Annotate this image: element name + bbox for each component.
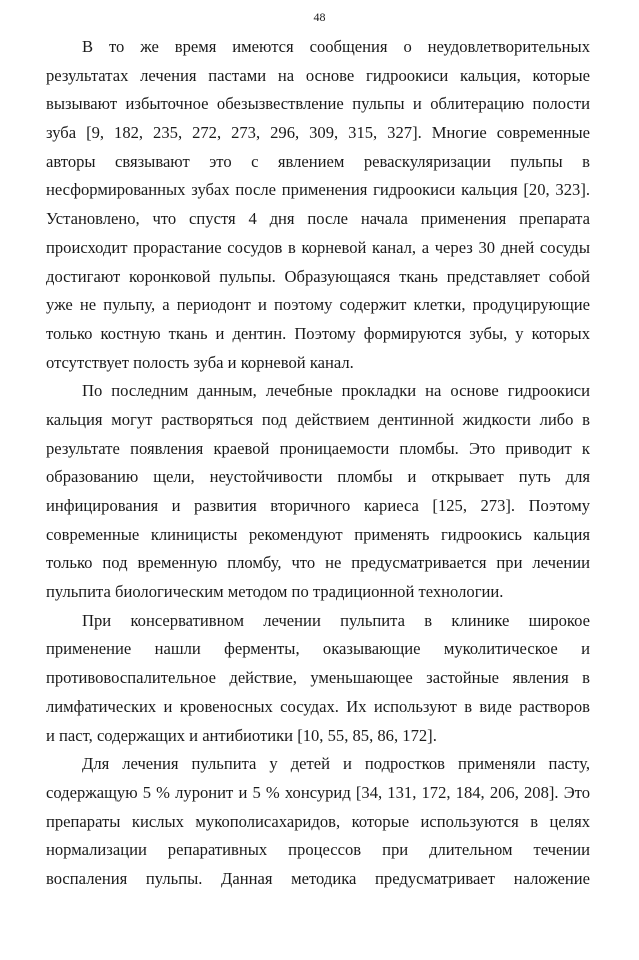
text-line: При консервативном лечении пульпита в клинике широкое [82, 610, 590, 630]
text-line: отсутствует полость зуба и корневой канал. [46, 352, 354, 372]
text-line: В то же время имеются сообщения о неудовлетворительных [82, 37, 590, 56]
paragraph [46, 750, 590, 893]
text-line: По последним данным, лечебные прокладки на основе гидроокиси [82, 381, 590, 401]
text-line: происходит прорастание сосудов в корневой канал, а через 30 дней сосуды [46, 237, 590, 257]
text-line: препараты кислых мукополисахаридов, которые используются в целях [46, 811, 590, 831]
text-line: только костную ткань и дентин. Поэтому формируются зубы, у которых [46, 323, 590, 343]
text-line: содержащую 5 % луронит и 5 % хонсурид [34, 131, 172, 184, 206, 208]. Это [46, 782, 590, 802]
text-line: пульпита биологическим методом по традиционной технологии. [46, 582, 504, 602]
text-line: образованию щели, неустойчивости пломбы и открывает путь для [46, 467, 590, 487]
body-text [46, 33, 590, 894]
page-number: 48 [313, 10, 326, 24]
text-line: только под временную пломбу, что не предусматривается при лечении [46, 553, 590, 573]
paragraph [46, 377, 590, 607]
text-line: противовоспалительное действие, уменьшающее застойные явления в [46, 668, 590, 688]
text-line: кальция могут растворяться под действием дентинной жидкости либо в [46, 409, 590, 429]
text-line: Для лечения пульпита у детей и подростков применяли пасту, [82, 754, 590, 774]
paragraph [46, 607, 590, 750]
text-line: результате появления краевой проницаемости пломбы. Это приводит к [46, 438, 590, 458]
text-line: авторы связывают это с явлением реваскуляризации пульпы в [46, 151, 590, 171]
text-line: уже не пульпу, а периодонт и поэтому содержит клетки, продуцирующие [46, 295, 590, 315]
text-line: зуба [9, 182, 235, 272, 273, 296, 309, 315, 327]. Многие современные [46, 123, 590, 143]
text-line: инфицирования и развития вторичного кариеса [125, 273]. Поэтому [46, 496, 590, 515]
text-line: и паст, содержащих и антибиотики [10, 55, 85, 86, 172]. [46, 725, 437, 745]
text-line: результатах лечения пастами на основе гидроокиси кальция, которые [46, 65, 590, 85]
text-line: лимфатических и кровеносных сосудах. Их используют в виде растворов [46, 696, 590, 716]
paragraph [46, 33, 590, 377]
text-line: несформированных зубах после применения гидроокиси кальция [20, 323]. [46, 180, 590, 200]
text-line: достигают коронковой пульпы. Образующаяся ткань представляет собой [46, 266, 590, 286]
text-line: Установлено, что спустя 4 дня после начала применения препарата [46, 209, 590, 229]
text-line: воспаления пульпы. Данная методика предусматривает наложение [46, 868, 590, 888]
text-line: вызывают избыточное обезызвествление пульпы и облитерацию полости [46, 94, 590, 114]
text-line: современные клиницисты рекомендуют применять гидроокись кальция [46, 524, 590, 544]
text-line: нормализации репаративных процессов при длительном течении [46, 840, 590, 860]
text-line: применение нашли ферменты, оказывающие муколитическое и [46, 639, 590, 659]
